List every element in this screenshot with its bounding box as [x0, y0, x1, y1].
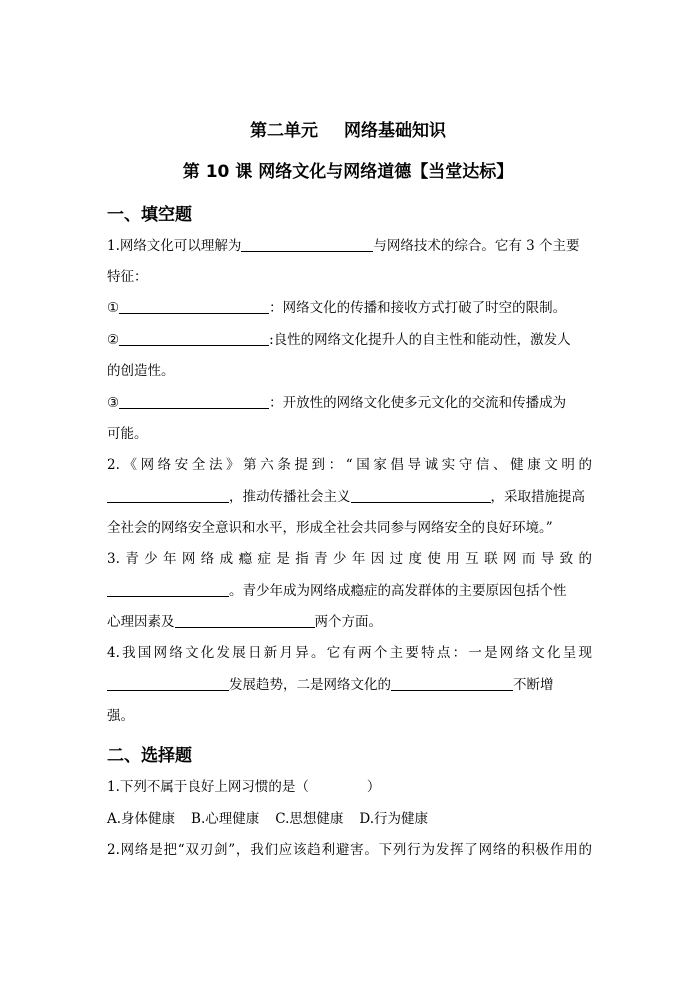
mc-q1-close: ）	[366, 779, 381, 795]
answer-blank[interactable]	[107, 488, 229, 503]
q4-line2	[107, 675, 592, 695]
q4-line1: 4.我国网络文化发展日新月异。它有两个主要特点：一是网络文化呈现	[107, 645, 592, 661]
answer-blank[interactable]	[107, 676, 229, 691]
option-d[interactable]: D.行为健康	[359, 811, 429, 827]
option-c[interactable]: C.思想健康	[275, 811, 344, 827]
q4-text-a: 发展趋势，二是网络文化的	[229, 677, 391, 693]
q2-line3: 全社会的网络安全意识和水平，形成全社会共同参与网络安全的良好环境。”	[107, 520, 553, 536]
option-a[interactable]: A.身体健康	[107, 811, 176, 827]
answer-blank[interactable]	[107, 582, 229, 597]
unit-title	[0, 116, 696, 141]
unit-number: 第二单元	[250, 121, 318, 141]
q1-item2	[107, 330, 592, 350]
q1-item3-cont: 可能。	[107, 426, 148, 442]
q1-item1	[107, 298, 592, 318]
answer-blank[interactable]	[119, 299, 269, 314]
q4-line3: 强。	[107, 708, 134, 724]
q2-text-a: ，推动传播社会主义	[229, 489, 351, 505]
mc-q1-text: 1.下列不属于良好上网习惯的是（	[107, 779, 309, 795]
item-text: ：网络文化的传播和接收方式打破了时空的限制。	[269, 300, 567, 316]
q2-line2	[107, 487, 592, 507]
mc-q1-stem	[107, 777, 592, 797]
q3-line3	[107, 612, 592, 632]
answer-blank[interactable]	[391, 676, 513, 691]
item-marker: ③	[107, 395, 120, 411]
mc-q1-options	[107, 809, 592, 829]
section-heading-fill-in: 一、填空题	[107, 205, 192, 225]
q1-item2-cont: 的创造性。	[107, 363, 175, 379]
q4-text-b: 不断增	[513, 677, 554, 693]
item-text: :良性的网络文化提升人的自主性和能动性，激发人	[269, 332, 571, 348]
q2-line1: 2.《网络安全法》第六条提到：“国家倡导诚实守信、健康文明的	[107, 457, 592, 473]
q1-item3	[107, 393, 592, 413]
q1-line2: 特征：	[107, 269, 148, 285]
answer-blank[interactable]	[119, 331, 269, 346]
q1-line1	[107, 236, 592, 256]
section-heading-choice: 二、选择题	[107, 746, 192, 766]
q3-text: 。青少年成为网络成瘾症的高发群体的主要原因包括个性	[229, 583, 567, 599]
q1-text-a: 1.网络文化可以理解为	[107, 238, 242, 254]
q3-line2	[107, 581, 592, 601]
item-text: ：开放性的网络文化使多元文化的交流和传播成为	[269, 395, 567, 411]
q3-text-a: 心理因素及	[107, 614, 175, 630]
answer-blank[interactable]	[351, 488, 491, 503]
lesson-title: 第 10 课 网络文化与网络道德【当堂达标】	[182, 162, 514, 182]
q3-line1: 3.青少年网络成瘾症是指青少年因过度使用互联网而导致的	[107, 551, 592, 567]
unit-name: 网络基础知识	[344, 121, 446, 141]
q1-text-b: 与网络技术的综合。它有 3 个主要	[373, 238, 580, 254]
q3-text-b: 两个方面。	[314, 614, 382, 630]
option-b[interactable]: B.心理健康	[191, 811, 260, 827]
answer-blank[interactable]	[241, 237, 373, 252]
q2-text-b: ，采取措施提高	[490, 489, 585, 505]
item-marker: ①	[107, 300, 120, 316]
mc-q2-stem: 2.网络是把“双刃剑”，我们应该趋利避害。下列行为发挥了网络的积极作用的	[107, 842, 592, 858]
answer-blank[interactable]	[119, 394, 269, 409]
answer-blank[interactable]	[175, 613, 315, 628]
item-marker: ②	[107, 332, 120, 348]
